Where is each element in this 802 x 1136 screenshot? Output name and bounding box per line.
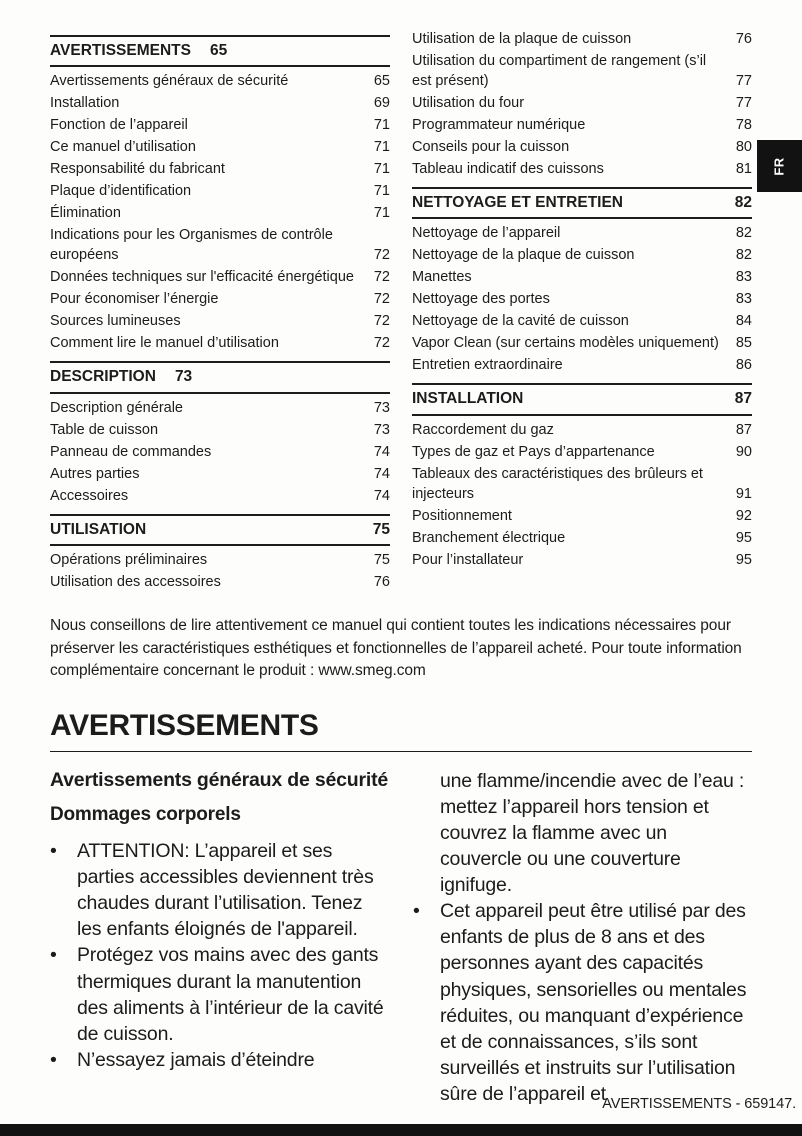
bullet-icon	[50, 1047, 77, 1073]
toc-row	[50, 158, 390, 180]
body-columns	[0, 752, 802, 1108]
toc-entry-page: 83	[735, 269, 752, 286]
toc-entry-page: 80	[735, 139, 752, 155]
toc-entry-label: Positionnement	[412, 507, 512, 524]
toc-entry-label: Nettoyage des portes	[412, 291, 550, 308]
toc-row	[50, 136, 390, 158]
paragraph-text: Protégez vos mains avec des gants thermiques durant la manutention des aliments à l’intérieur de la cavité de cuisson.	[77, 944, 384, 1045]
toc-entry-page: 95	[735, 551, 752, 568]
toc-entry-label: Tableaux des caractéristiques des brûleurs et injecteurs	[412, 465, 703, 502]
toc-entry-page: 65	[373, 73, 390, 90]
section-title: Avertissements généraux de sécurité	[50, 768, 389, 791]
toc-entry-label: Pour l’installateur	[412, 551, 524, 568]
toc-entry-label: Installation	[50, 95, 120, 112]
toc-entry-label: Nettoyage de la cavité de cuisson	[412, 313, 629, 330]
paragraph-text: Cet appareil peut être utilisé par des enfants de plus de 8 ans et des personnes ayant des capacités physiques, sensorielles ou mentales réduites, ou manquant d’expérience et de connaissances, s’ils sont surveillés et instruits sur l’utilisation sûre de l’appareil et	[440, 900, 747, 1106]
toc-entry-label: Comment lire le manuel d’utilisation	[50, 335, 279, 352]
toc-entry-label: Fonction de l’appareil	[50, 117, 188, 134]
toc-entry-label: Conseils pour la cuisson	[412, 139, 570, 155]
paragraph-list-left	[50, 838, 389, 1073]
toc-entry-label: Description générale	[50, 399, 183, 416]
toc-entry-page: 72	[373, 291, 390, 308]
toc-entry-label: Avertissements généraux de sécurité	[50, 73, 289, 90]
toc-entry-page: 76	[373, 574, 390, 591]
toc-entry-label: Accessoires	[50, 487, 129, 504]
toc-entry-page: 75	[373, 552, 390, 569]
toc-row	[50, 310, 390, 332]
body-left-column	[50, 768, 389, 1108]
toc-entry-page: 73	[174, 368, 193, 386]
toc-entry-page: 72	[373, 269, 390, 286]
toc-entry-page: 81	[735, 161, 752, 177]
toc-entry-label: INSTALLATION	[412, 390, 524, 408]
toc-entry-page: 75	[372, 520, 390, 538]
toc-entry-label: Opérations préliminaires	[50, 552, 208, 569]
toc-row	[50, 397, 390, 419]
page-title: AVERTISSEMENTS	[50, 708, 319, 742]
toc-entry-page: 92	[735, 507, 752, 524]
toc-row	[412, 114, 752, 136]
bullet-icon	[413, 898, 440, 1107]
toc-entry-page: 71	[373, 161, 390, 178]
toc-entry-label: Utilisation du compartiment de rangement (s’il est présent)	[412, 53, 707, 89]
toc-entry-label: Raccordement du gaz	[412, 421, 554, 438]
toc-entry-label: Données techniques sur l'efficacité énergétique	[50, 269, 354, 286]
toc-entry-page: 73	[373, 421, 390, 438]
toc-row	[412, 288, 752, 310]
toc-entry-page: 87	[734, 390, 752, 408]
toc-row	[412, 244, 752, 266]
toc-entry-label: Responsabilité du fabricant	[50, 161, 225, 178]
toc-entry-page: 82	[735, 247, 752, 264]
toc-row	[50, 35, 390, 67]
toc-entry-label: Plaque d’identification	[50, 183, 192, 200]
paragraph-text: ATTENTION: L’appareil et ses parties accessibles deviennent très chaudes durant l’utilisation. Tenez les enfants éloignés de l'appareil.	[77, 839, 374, 941]
toc-row	[412, 158, 752, 180]
toc-entry-label: DESCRIPTION	[50, 368, 156, 386]
toc-entry-label: AVERTISSEMENTS	[50, 42, 191, 59]
toc-entry-page: 71	[373, 139, 390, 156]
toc-entry-label: Vapor Clean (sur certains modèles uniquement)	[412, 335, 719, 352]
toc-row	[412, 92, 752, 114]
toc-entry-label: Utilisation des accessoires	[50, 574, 221, 591]
toc-row	[50, 70, 390, 92]
toc-row	[412, 441, 752, 463]
bullet-icon	[413, 768, 440, 899]
toc-row	[412, 383, 752, 415]
toc-entry-page: 78	[735, 117, 752, 133]
paragraph-text: N’essayez jamais d’éteindre	[77, 1048, 315, 1071]
paragraph	[50, 838, 389, 943]
toc-row	[50, 224, 390, 266]
toc-entry-label: Panneau de commandes	[50, 443, 212, 460]
toc-entry-label: Entretien extraordinaire	[412, 357, 563, 374]
toc-right-column	[412, 28, 752, 593]
toc-row	[412, 266, 752, 288]
toc-entry-label: Utilisation de la plaque de cuisson	[412, 31, 632, 47]
toc-row	[50, 514, 390, 546]
toc-entry-label: Branchement électrique	[412, 529, 566, 546]
toc-entry-page: 84	[735, 313, 752, 330]
toc-entry-page: 71	[373, 183, 390, 200]
toc-entry-label: Nettoyage de la plaque de cuisson	[412, 247, 635, 264]
toc-entry-page: 65	[209, 42, 228, 59]
bottom-bar	[0, 1124, 802, 1136]
toc-entry-label: Élimination	[50, 205, 121, 222]
toc-entry-page: 72	[373, 313, 390, 330]
toc-entry-page: 74	[373, 465, 390, 482]
toc-row	[50, 202, 390, 224]
toc-row	[412, 136, 752, 158]
toc-entry-page: 86	[735, 357, 752, 374]
toc-entry-label: Utilisation du four	[412, 95, 525, 111]
toc-row	[50, 180, 390, 202]
toc-row	[50, 419, 390, 441]
toc-row	[412, 332, 752, 354]
toc-row	[412, 549, 752, 571]
toc-row	[412, 505, 752, 527]
toc-entry-page: 82	[735, 225, 752, 242]
toc-row	[50, 92, 390, 114]
toc-row	[50, 114, 390, 136]
toc-entry-page: 74	[373, 443, 390, 460]
toc-entry-page: 83	[735, 291, 752, 308]
toc-row	[412, 222, 752, 244]
toc-row	[412, 354, 752, 376]
toc-entry-label: Manettes	[412, 269, 472, 286]
toc-entry-page: 74	[373, 487, 390, 504]
toc-row	[50, 288, 390, 310]
toc-row	[50, 332, 390, 354]
toc-entry-page: 90	[735, 443, 752, 460]
toc-left-column	[50, 28, 390, 593]
paragraph-list-right	[413, 768, 752, 1108]
language-tab-label: FR	[772, 156, 787, 176]
page-footer: AVERTISSEMENTS - 659147.	[602, 1096, 796, 1112]
toc-row	[50, 463, 390, 485]
paragraph	[50, 942, 389, 1047]
toc-entry-page: 82	[734, 194, 752, 211]
subsection-title: Dommages corporels	[50, 804, 241, 826]
toc-row	[412, 527, 752, 549]
bullet-icon	[50, 942, 77, 1047]
toc-entry-page: 91	[735, 485, 752, 502]
toc-entry-label: Indications pour les Organismes de contrôle européens	[50, 227, 333, 264]
toc-row	[412, 28, 752, 50]
toc-entry-page: 76	[735, 31, 752, 47]
toc-entry-label: Programmateur numérique	[412, 117, 586, 133]
toc-row	[412, 463, 752, 505]
language-tab	[757, 140, 802, 192]
toc-entry-label: Ce manuel d’utilisation	[50, 139, 196, 156]
toc-entry-page: 77	[735, 95, 752, 111]
toc-row	[50, 266, 390, 288]
paragraph	[50, 1047, 389, 1073]
toc-entry-page: 77	[735, 73, 752, 89]
toc-entry-page: 95	[735, 529, 752, 546]
toc-entry-label: UTILISATION	[50, 520, 147, 538]
toc-entry-label: Autres parties	[50, 465, 140, 482]
toc-entry-page: 87	[735, 421, 752, 438]
toc-row	[412, 310, 752, 332]
toc-entry-page: 72	[373, 247, 390, 264]
bullet-icon	[50, 838, 77, 943]
toc-row	[412, 419, 752, 441]
toc-entry-page: 73	[373, 399, 390, 416]
toc-entry-page: 71	[373, 117, 390, 134]
toc-row	[50, 441, 390, 463]
intro-paragraph: Nous conseillons de lire attentivement ce manuel qui contient toutes les indications nécessaires pour préserver les caractéristiques esthétiques et fonctionnelles de l’appareil acheté. Pour toute information complémentaire concernant le produit : www.smeg.com	[50, 617, 742, 680]
paragraph-text: une flamme/incendie avec de l’eau : mettez l’appareil hors tension et couvrez la flamme avec un couvercle ou une couverture ignifuge.	[440, 769, 745, 897]
toc-row	[412, 187, 752, 219]
toc-entry-page: 72	[373, 335, 390, 352]
toc-row	[412, 50, 752, 92]
body-right-column	[413, 768, 752, 1108]
toc-entry-label: Sources lumineuses	[50, 313, 181, 330]
toc-entry-label: Tableau indicatif des cuissons	[412, 161, 604, 177]
toc-entry-label: Nettoyage de l’appareil	[412, 225, 561, 242]
toc-entry-label: Table de cuisson	[50, 421, 159, 438]
toc-entry-label: Pour économiser l’énergie	[50, 291, 219, 308]
toc-entry-page: 71	[373, 205, 390, 222]
toc-entry-label: Types de gaz et Pays d’appartenance	[412, 443, 655, 460]
toc-entry-label: NETTOYAGE ET ENTRETIEN	[412, 194, 624, 211]
toc-row	[50, 549, 390, 571]
paragraph	[413, 898, 752, 1107]
toc-entry-page: 69	[373, 95, 390, 112]
toc-entry-page: 85	[735, 335, 752, 352]
toc-row	[50, 485, 390, 507]
paragraph	[413, 768, 752, 899]
toc-row	[50, 571, 390, 593]
toc-row	[50, 361, 390, 393]
